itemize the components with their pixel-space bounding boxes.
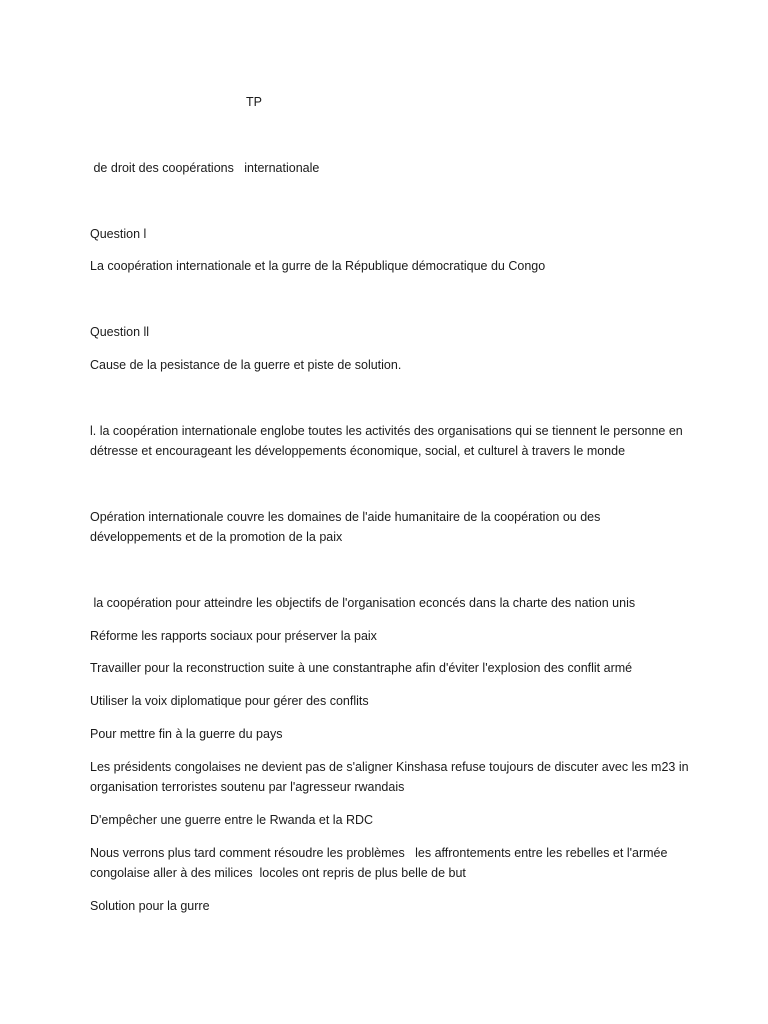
list-item: Travailler pour la reconstruction suite à une constantraphe afin d'éviter l'explosion des conflit armé [90,661,633,675]
list-item: Pour mettre fin à la guerre du pays [90,727,283,741]
list-item: Utiliser la voix diplomatique pour gérer des conflits [90,694,369,708]
document-title: TP [246,95,262,109]
list-item: Solution pour la gurre [90,899,210,913]
question-2-label: Question ll [90,325,150,339]
list-item: D'empêcher une guerre entre le Rwanda et la RDC [90,813,374,827]
paragraph-1: l. la coopération internationale englobe toutes les activités des organisations qui se tiennent le personne en détresse et encourageant les développements économique, social, et culturel à travers le monde [90,424,687,458]
list-item: Les présidents congolaises ne devient pas de s'aligner Kinshasa refuse toujours de discuter avec les m23 in organisation terroristes soutenu par l'agresseur rwandais [90,760,693,794]
question-1-text: La coopération internationale et la gurre de la République démocratique du Congo [90,259,546,273]
question-1-label: Question l [90,227,147,241]
document-subtitle: de droit des coopérations internationale [90,161,320,175]
question-2-text: Cause de la pesistance de la guerre et piste de solution. [90,358,402,372]
list-item: la coopération pour atteindre les objectifs de l'organisation econcés dans la charte des nation unis [90,596,636,610]
list-item: Nous verrons plus tard comment résoudre les problèmes les affrontements entre les rebelles et l'armée congolaise aller à des milices locoles ont repris de plus belle de but [90,846,671,880]
list-item: Réforme les rapports sociaux pour préserver la paix [90,629,377,643]
paragraph-2: Opération internationale couvre les domaines de l'aide humanitaire de la coopération ou des développements et de la promotion de la paix [90,510,604,544]
